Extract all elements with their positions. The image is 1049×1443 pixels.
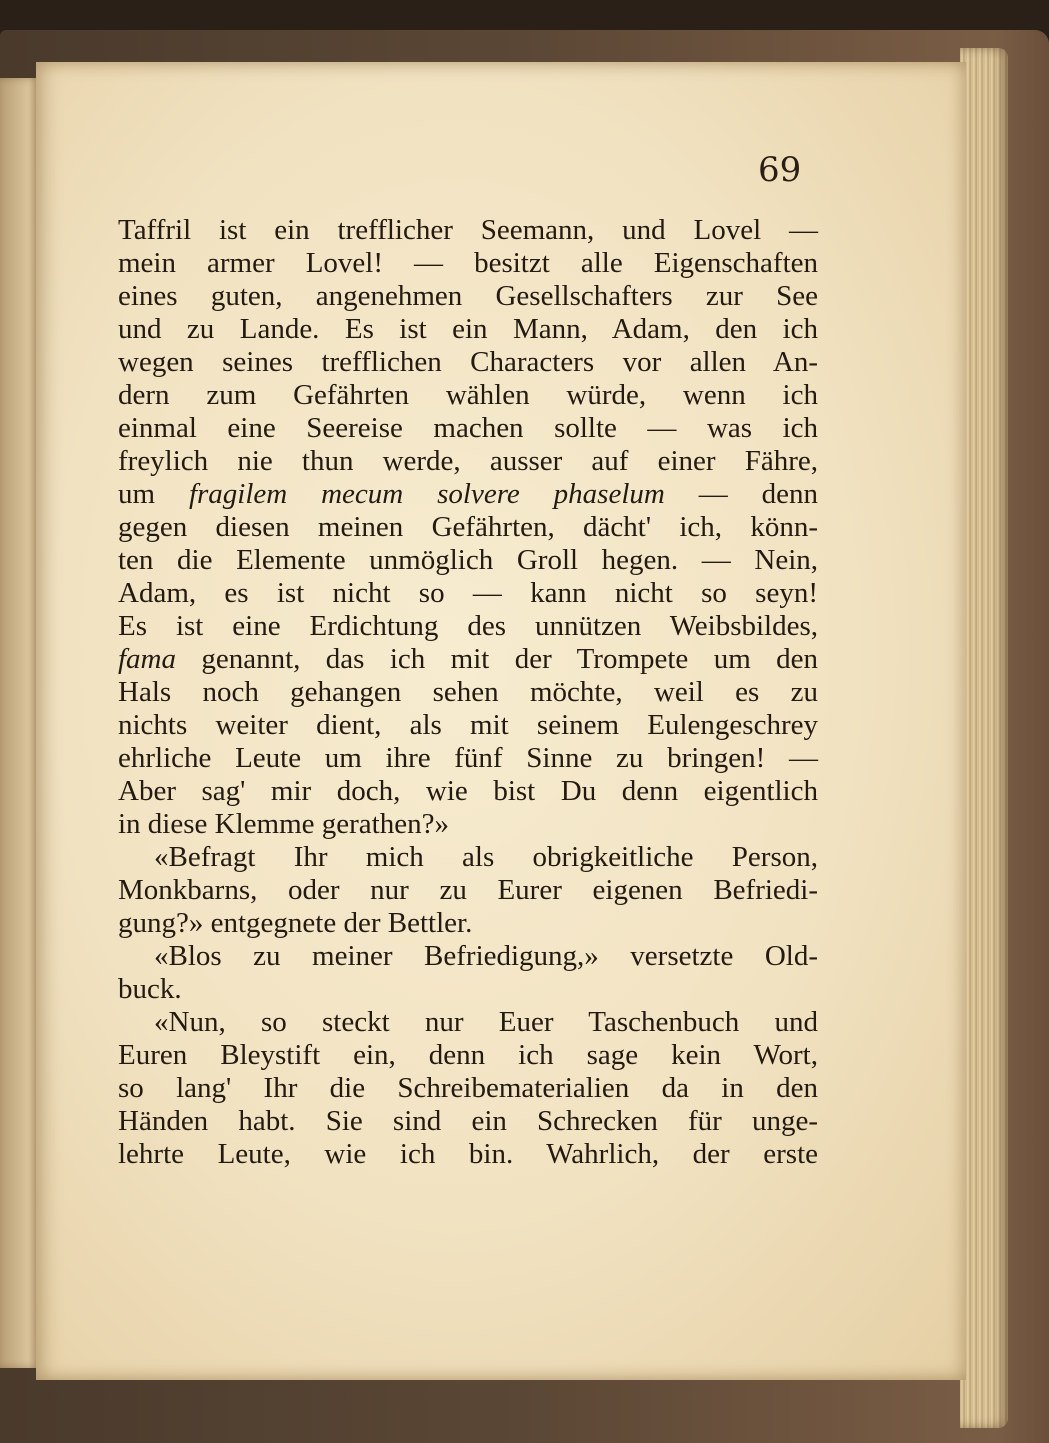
text-line: gung?» entgegnete der Bettler. xyxy=(118,907,473,939)
text-line: Adam, es ist nicht so — kann nicht so seyn! xyxy=(118,577,818,609)
text-line: Monkbarns, oder nur zu Eurer eigenen Befriedi- xyxy=(118,874,818,906)
text-line: Händen habt. Sie sind ein Schrecken für unge- xyxy=(118,1105,818,1137)
text-line: dern zum Gefährten wählen würde, wenn ich xyxy=(118,379,818,411)
text-line: buck. xyxy=(118,973,182,1005)
text-line: einmal eine Seereise machen sollte — was ich xyxy=(118,412,818,444)
text-line: freylich nie thun werde, ausser auf einer Fähre, xyxy=(118,445,818,477)
text-line-with-latin xyxy=(118,478,818,511)
text-line: gegen diesen meinen Gefährten, dächt' ich, könn- xyxy=(118,511,818,543)
text-line: Es ist eine Erdichtung des unnützen Weibsbildes, xyxy=(118,610,818,642)
text-line: wegen seines trefflichen Characters vor allen An- xyxy=(118,346,818,378)
text-line: Taffril ist ein trefflicher Seemann, und Lovel — xyxy=(118,214,818,246)
text-line: lehrte Leute, wie ich bin. Wahrlich, der erste xyxy=(118,1138,818,1170)
text-line: eines guten, angenehmen Gesellschafters zur See xyxy=(118,280,818,312)
text-line: so lang' Ihr die Schreibematerialien da in den xyxy=(118,1072,818,1104)
text-line: «Nun, so steckt nur Euer Taschenbuch und xyxy=(154,1006,818,1038)
text-line: ten die Elemente unmöglich Groll hegen. — Nein, xyxy=(118,544,818,576)
text-line: Aber sag' mir doch, wie bist Du denn eigentlich xyxy=(118,775,818,807)
text-line: mein armer Lovel! — besitzt alle Eigenschaften xyxy=(118,247,818,279)
text-segment: — denn xyxy=(664,478,818,510)
text-segment: um xyxy=(118,478,189,510)
text-line: «Blos zu meiner Befriedigung,» versetzte Old- xyxy=(154,940,818,972)
text-line: «Befragt Ihr mich als obrigkeitliche Person, xyxy=(154,841,818,873)
latin-word: fama xyxy=(118,643,176,675)
text-line: ehrliche Leute um ihre fünf Sinne zu bringen! — xyxy=(118,742,818,774)
page-number: 69 xyxy=(758,150,802,190)
body-text xyxy=(118,214,818,1171)
text-line: Euren Bleystift ein, denn ich sage kein Wort, xyxy=(118,1039,818,1071)
page-stack-edge xyxy=(960,48,1008,1428)
facing-page-edge xyxy=(0,78,40,1368)
text-line: Hals noch gehangen sehen möchte, weil es zu xyxy=(118,676,818,708)
text-segment: genannt, das ich mit der Trompete um den xyxy=(176,643,818,675)
text-line: nichts weiter dient, als mit seinem Eulengeschrey xyxy=(118,709,818,741)
text-line: in diese Klemme gerathen?» xyxy=(118,808,449,840)
text-line: und zu Lande. Es ist ein Mann, Adam, den ich xyxy=(118,313,818,345)
latin-quote: fragilem mecum solvere phaselum xyxy=(188,478,665,510)
text-line-with-latin xyxy=(118,643,818,676)
